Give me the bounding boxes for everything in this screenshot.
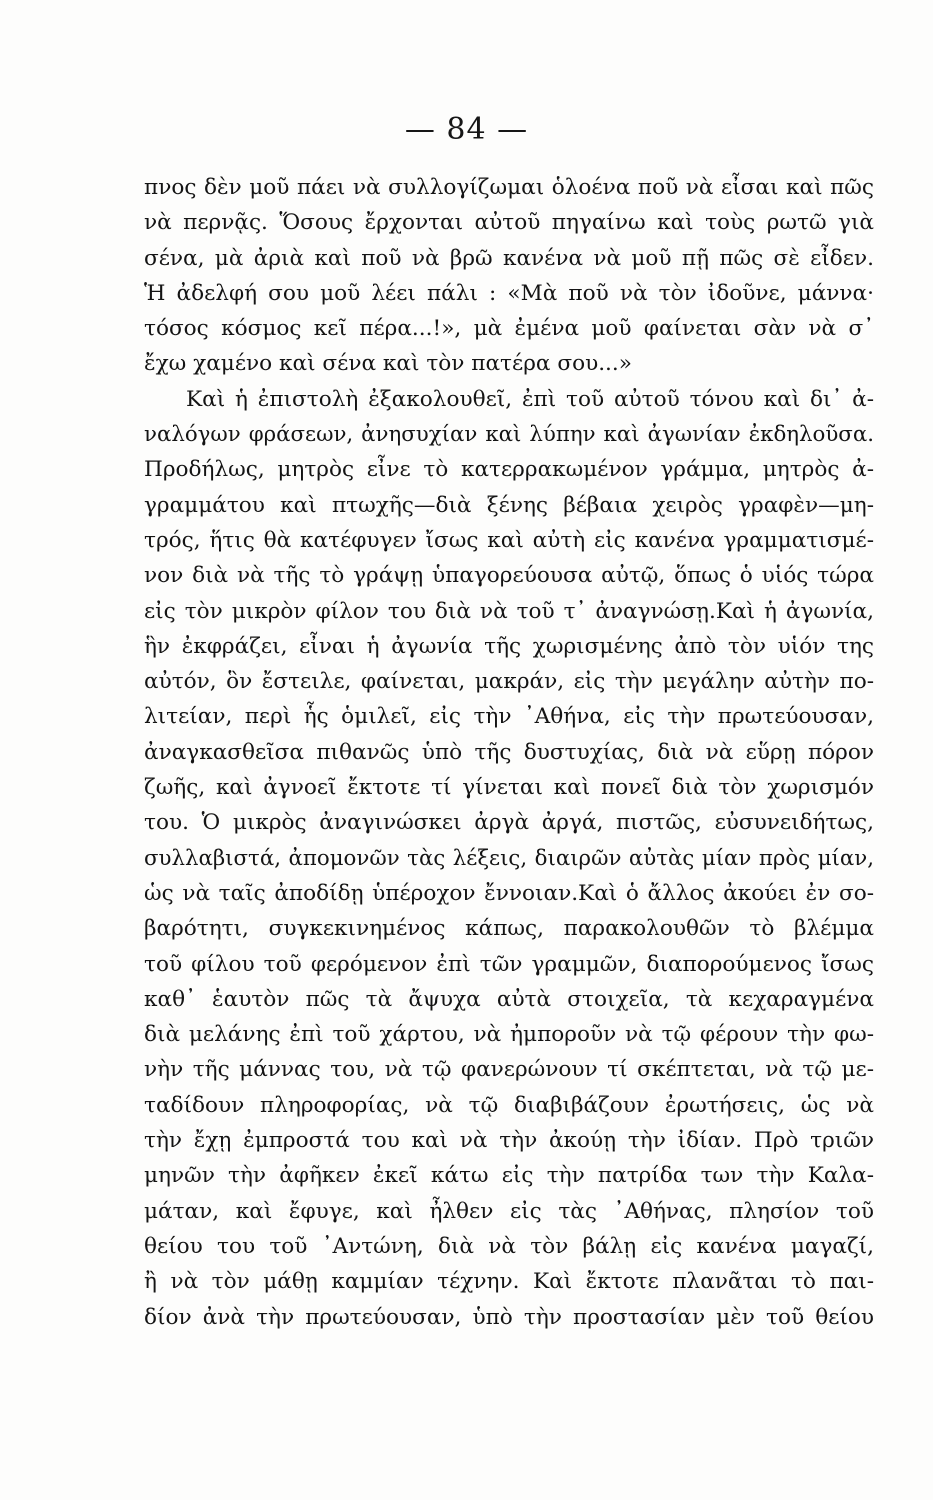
text-line: Καὶ ἡ ἐπιστολὴ ἐξακολουθεῖ, ἐπὶ τοῦ αὐτοῦ τόνου καὶ δι᾽ ἀ- — [186, 386, 874, 412]
text-line: σένα, μὰ ἀριὰ καὶ ποῦ νὰ βρῶ κανένα νὰ μοῦ πῇ πῶς σὲ εἶδεν. — [144, 245, 874, 271]
text-line: λιτείαν, περὶ ἧς ὁμιλεῖ, εἰς τὴν ᾿Αθήνα, εἰς τὴν πρωτεύουσαν, — [144, 704, 874, 730]
body-text — [144, 170, 874, 1335]
text-line: καθ᾽ ἑαυτὸν πῶς τὰ ἄψυχα αὐτὰ στοιχεῖα, τὰ κεχαραγμένα — [144, 986, 874, 1012]
text-line: τοῦ φίλου τοῦ φερόμενον ἐπὶ τῶν γραμμῶν, διαπορούμενος ἴσως — [144, 951, 874, 977]
text-line: μηνῶν τὴν ἀφῆκεν ἐκεῖ κάτω εἰς τὴν πατρίδα των τὴν Καλα- — [144, 1163, 874, 1189]
text-line: νὰ περνᾷς. Ὅσους ἔρχονται αὐτοῦ πηγαίνω καὶ τοὺς ρωτῶ γιὰ — [144, 210, 874, 236]
text-line: εἰς τὸν μικρὸν φίλον του διὰ νὰ τοῦ τ᾽ ἀναγνώσῃ.Καὶ ἡ ἀγωνία, — [144, 598, 874, 624]
text-line: ἀναγκασθεῖσα πιθανῶς ὑπὸ τῆς δυστυχίας, διὰ νὰ εὕρῃ πόρον — [144, 739, 874, 765]
text-line: ἣν ἐκφράζει, εἶναι ἡ ἀγωνία τῆς χωρισμένης ἀπὸ τὸν υἱόν της — [144, 633, 874, 659]
page-number: — 84 — — [404, 112, 529, 147]
text-line: τὴν ἔχῃ ἐμπροστά του καὶ νὰ τὴν ἀκούῃ τὴν ἰδίαν. Πρὸ τριῶν — [144, 1128, 874, 1154]
text-line: συλλαβιστά, ἀπομονῶν τὰς λέξεις, διαιρῶν αὐτὰς μίαν πρὸς μίαν, — [144, 845, 874, 871]
text-line: ἢ νὰ τὸν μάθῃ καμμίαν τέχνην. Καὶ ἔκτοτε πλανᾶται τὸ παι- — [144, 1269, 874, 1295]
text-line: ἔχω χαμένο καὶ σένα καὶ τὸν πατέρα σου...» — [144, 351, 632, 377]
text-line: ναλόγων φράσεων, ἀνησυχίαν καὶ λύπην καὶ ἀγωνίαν ἐκδηλοῦσα. — [144, 422, 874, 448]
text-line: ὡς νὰ ταῖς ἀποδίδῃ ὑπέροχον ἔννοιαν.Καὶ ὁ ἄλλος ἀκούει ἐν σο- — [144, 880, 874, 906]
text-line: διὰ μελάνης ἐπὶ τοῦ χάρτου, νὰ ἠμποροῦν νὰ τῷ φέρουν τὴν φω- — [144, 1022, 874, 1048]
text-line: αὐτόν, ὃν ἔστειλε, φαίνεται, μακράν, εἰς τὴν μεγάλην αὐτὴν πο- — [144, 669, 874, 695]
text-line: βαρότητι, συγκεκινημένος κάπως, παρακολουθῶν τὸ βλέμμα — [144, 916, 874, 942]
text-line: ταδίδουν πληροφορίας, νὰ τῷ διαβιβάζουν ἐρωτήσεις, ὡς νὰ — [144, 1092, 874, 1118]
text-line: τρός, ἥτις θὰ κατέφυγεν ἴσως καὶ αὐτὴ εἰς κανένα γραμματισμέ- — [144, 527, 874, 553]
text-line: του. Ὁ μικρὸς ἀναγινώσκει ἀργὰ ἀργά, πιστῶς, εὐσυνειδήτως, — [144, 810, 874, 836]
text-line: νὴν τῆς μάννας του, νὰ τῷ φανερώνουν τί σκέπτεται, νὰ τῷ με- — [144, 1057, 874, 1083]
text-line: μάταν, καὶ ἔφυγε, καὶ ἦλθεν εἰς τὰς ᾿Αθήνας, πλησίον τοῦ — [144, 1198, 874, 1224]
text-line: νον διὰ νὰ τῆς τὸ γράψῃ ὑπαγορεύουσα αὐτῷ, ὅπως ὁ υἱός τώρα — [144, 563, 874, 589]
text-line: Ἡ ἀδελφή σου μοῦ λέει πάλι : «Μὰ ποῦ νὰ τὸν ἰδοῦνε, μάννα· — [144, 280, 874, 306]
text-line: γραμμάτου καὶ πτωχῆς—διὰ ξένης βέβαια χειρὸς γραφὲν—μη- — [144, 492, 874, 518]
text-line: Προδήλως, μητρὸς εἶνε τὸ κατερρακωμένον γράμμα, μητρὸς ἀ- — [144, 457, 874, 483]
text-line: τόσος κόσμος κεῖ πέρα...!», μὰ ἐμένα μοῦ φαίνεται σὰν νὰ σ᾽ — [144, 316, 874, 342]
text-line: ζωῆς, καὶ ἀγνοεῖ ἔκτοτε τί γίνεται καὶ πονεῖ διὰ τὸν χωρισμόν — [144, 775, 874, 801]
text-line: θείου του τοῦ ᾿Αντώνη, διὰ νὰ τὸν βάλῃ εἰς κανένα μαγαζί, — [144, 1233, 874, 1259]
text-line: πνος δὲν μοῦ πάει νὰ συλλογίζωμαι ὁλοένα ποῦ νὰ εἶσαι καὶ πῶς — [144, 175, 874, 200]
text-line: δίον ἀνὰ τὴν πρωτεύουσαν, ὑπὸ τὴν προστασίαν μὲν τοῦ θείου — [144, 1304, 874, 1330]
